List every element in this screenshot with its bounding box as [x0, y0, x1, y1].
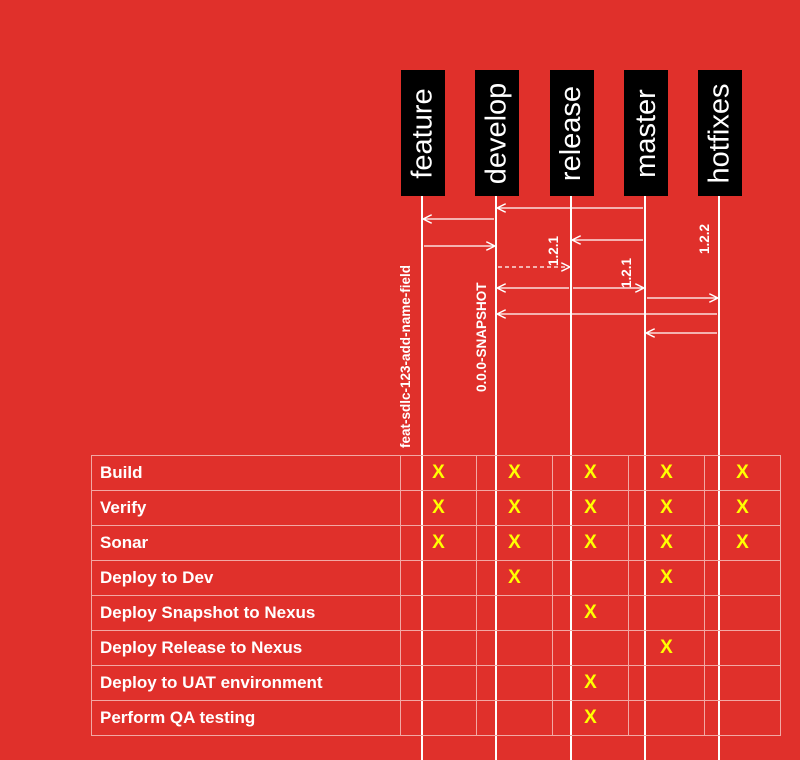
step-cell-develop	[477, 561, 553, 596]
check-mark: X	[508, 567, 521, 588]
step-cell-hotfixes	[705, 491, 781, 526]
step-cell-release	[553, 596, 629, 631]
step-row	[92, 666, 781, 701]
step-cell-release	[553, 701, 629, 736]
step-cell-feature	[401, 596, 477, 631]
step-row	[92, 526, 781, 561]
step-name: Deploy to Dev	[92, 561, 401, 596]
check-mark: X	[736, 532, 749, 553]
branch-label-develop: develop	[480, 82, 513, 184]
step-name: Perform QA testing	[92, 701, 401, 736]
step-cell-develop	[477, 491, 553, 526]
step-row	[92, 561, 781, 596]
check-mark: X	[508, 497, 521, 518]
step-row	[92, 456, 781, 491]
step-cell-feature	[401, 456, 477, 491]
step-cell-master	[629, 666, 705, 701]
step-row	[92, 491, 781, 526]
step-cell-release	[553, 666, 629, 701]
step-name: Deploy Snapshot to Nexus	[92, 596, 401, 631]
step-cell-hotfixes	[705, 701, 781, 736]
check-mark: X	[584, 462, 597, 483]
step-cell-feature	[401, 561, 477, 596]
step-cell-hotfixes	[705, 596, 781, 631]
check-mark: X	[660, 462, 673, 483]
check-mark: X	[584, 707, 597, 728]
step-name: Build	[92, 456, 401, 491]
check-mark: X	[660, 497, 673, 518]
step-cell-feature	[401, 701, 477, 736]
step-row	[92, 631, 781, 666]
check-mark: X	[584, 497, 597, 518]
check-mark: X	[736, 462, 749, 483]
step-cell-hotfixes	[705, 456, 781, 491]
pipeline-steps-table	[91, 455, 781, 736]
step-cell-feature	[401, 666, 477, 701]
step-row	[92, 701, 781, 736]
step-cell-develop	[477, 596, 553, 631]
check-mark: X	[736, 497, 749, 518]
step-name: Deploy Release to Nexus	[92, 631, 401, 666]
branch-label-master: master	[629, 88, 662, 178]
check-mark: X	[660, 532, 673, 553]
step-name: Deploy to UAT environment	[92, 666, 401, 701]
check-mark: X	[660, 637, 673, 658]
step-cell-release	[553, 526, 629, 561]
branch-label-feature: feature	[406, 87, 439, 179]
step-cell-master	[629, 561, 705, 596]
step-cell-develop	[477, 631, 553, 666]
step-row	[92, 596, 781, 631]
step-cell-develop	[477, 456, 553, 491]
step-cell-develop	[477, 526, 553, 561]
step-cell-feature	[401, 526, 477, 561]
check-mark: X	[432, 462, 445, 483]
step-cell-master	[629, 526, 705, 561]
branch-box-feature	[401, 70, 445, 196]
branch-box-hotfixes	[698, 70, 742, 196]
step-cell-release	[553, 491, 629, 526]
branch-box-master	[624, 70, 668, 196]
step-cell-master	[629, 701, 705, 736]
check-mark: X	[432, 532, 445, 553]
branch-label-release: release	[555, 85, 588, 181]
check-mark: X	[660, 567, 673, 588]
check-mark: X	[508, 462, 521, 483]
check-mark: X	[432, 497, 445, 518]
step-cell-release	[553, 561, 629, 596]
check-mark: X	[508, 532, 521, 553]
step-cell-hotfixes	[705, 561, 781, 596]
step-name: Verify	[92, 491, 401, 526]
step-cell-release	[553, 456, 629, 491]
branch-label-hotfixes: hotfixes	[703, 83, 736, 183]
git-flow-diagram: feature develop release master hotfixes feat-sdlc-123-add-name-field 0.0.0-SNAPSHOT 1.2.1 1.2.1 1.2.2 Build X X X X X Verify X X X X X Sonar X X X X X Deploy to Dev X X Deploy Snapshot to Nexus X Deploy Release to Nexus X Deploy to UAT environment X Perform QA testing X	[0, 0, 800, 760]
branch-box-release	[550, 70, 594, 196]
check-mark: X	[584, 672, 597, 693]
step-cell-master	[629, 456, 705, 491]
step-cell-hotfixes	[705, 666, 781, 701]
step-cell-hotfixes	[705, 526, 781, 561]
step-cell-release	[553, 631, 629, 666]
step-name: Sonar	[92, 526, 401, 561]
step-cell-hotfixes	[705, 631, 781, 666]
step-cell-master	[629, 596, 705, 631]
step-cell-feature	[401, 631, 477, 666]
step-cell-master	[629, 491, 705, 526]
branch-box-develop	[475, 70, 519, 196]
step-cell-master	[629, 631, 705, 666]
step-cell-develop	[477, 666, 553, 701]
step-cell-feature	[401, 491, 477, 526]
step-cell-develop	[477, 701, 553, 736]
check-mark: X	[584, 602, 597, 623]
check-mark: X	[584, 532, 597, 553]
